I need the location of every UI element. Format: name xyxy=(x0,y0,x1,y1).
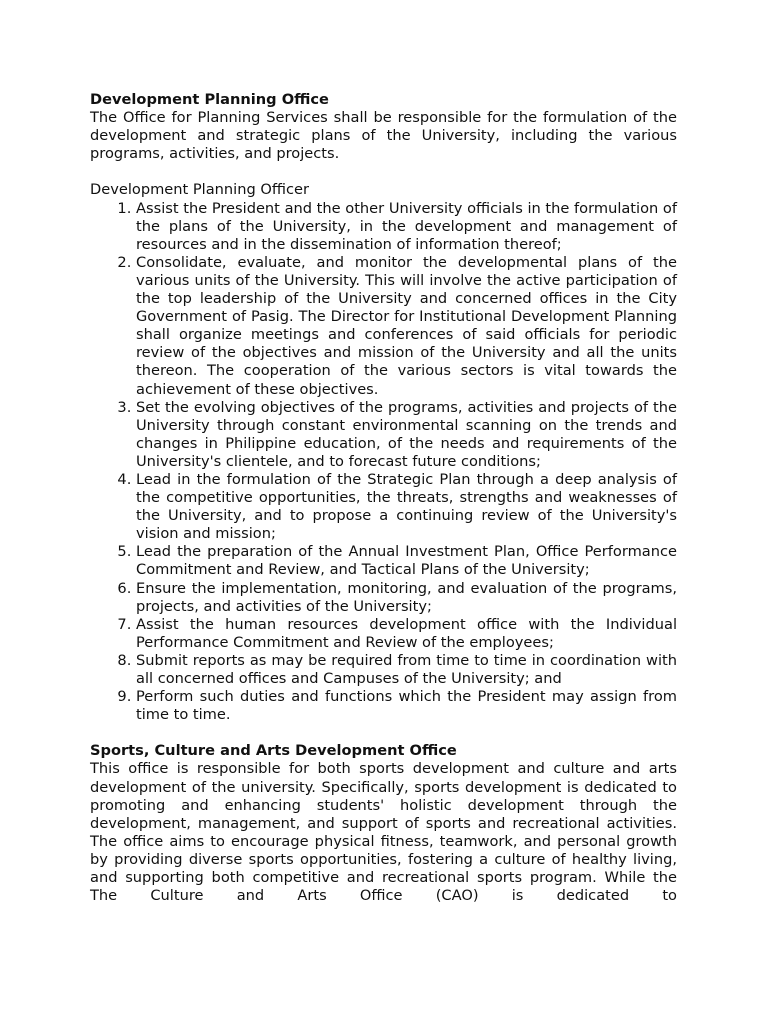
officer-title: Development Planning Officer xyxy=(90,181,309,199)
paragraph-spacer xyxy=(90,724,677,742)
list-item: 8. Submit reports as may be required from time to time in coordination with all concerned offices and Campuses of the University; and xyxy=(136,652,677,688)
scado-body-paragraph: This office is responsible for both sports development and culture and arts development of the university. Specifically, sports development is dedicated to promoting and enhancing students' holistic development through the development, management, and support of sports and recreational activities. The office aims to encourage physical fitness, teamwork, and personal growth by providing diverse sports opportunities, fostering a culture of healthy living, and supporting both competitive and recreational sports program. While the The Culture and Arts Office (CAO) is dedicated to xyxy=(90,760,677,905)
list-item: 2. Consolidate, evaluate, and monitor the developmental plans of the various units of the University. This will involve the active participation of the top leadership of the University and concerned offices in the City Government of Pasig. The Director for Institutional Development Planning shall organize meetings and conferences of said officials for periodic review of the objectives and mission of the University and all the units thereon. The cooperation of the various sectors is vital towards the achievement of these objectives. xyxy=(136,254,677,399)
list-item: 7. Assist the human resources development office with the Individual Performance Commitment and Review of the employees; xyxy=(136,616,677,652)
list-item: 5. Lead the preparation of the Annual Investment Plan, Office Performance Commitment and Review, and Tactical Plans of the University; xyxy=(136,543,677,579)
list-item: 6. Ensure the implementation, monitoring, and evaluation of the programs, projects, and activities of the University; xyxy=(136,580,677,616)
dpo-intro-paragraph: The Office for Planning Services shall be responsible for the formulation of the development and strategic plans of the University, including the various programs, activities, and projects. xyxy=(90,109,677,163)
paragraph-spacer xyxy=(90,163,677,181)
duties-list xyxy=(90,200,677,725)
list-item: 3. Set the evolving objectives of the programs, activities and projects of the University through constant environmental scanning on the trends and changes in Philippine education, of the needs and requirements of the University's clientele, and to forecast future conditions; xyxy=(136,399,677,471)
list-item: 4. Lead in the formulation of the Strategic Plan through a deep analysis of the competitive opportunities, the threats, strengths and weaknesses of the University, and to propose a continuing review of the University's vision and mission; xyxy=(136,471,677,543)
list-item: 1. Assist the President and the other University officials in the formulation of the plans of the University, in the development and management of resources and in the dissemination of information thereof; xyxy=(136,200,677,254)
section-heading-scado: Sports, Culture and Arts Development Office xyxy=(90,742,457,760)
document-page xyxy=(90,91,677,905)
list-item: 9. Perform such duties and functions which the President may assign from time to time. xyxy=(136,688,677,724)
section-heading-dpo: Development Planning Office xyxy=(90,91,329,108)
